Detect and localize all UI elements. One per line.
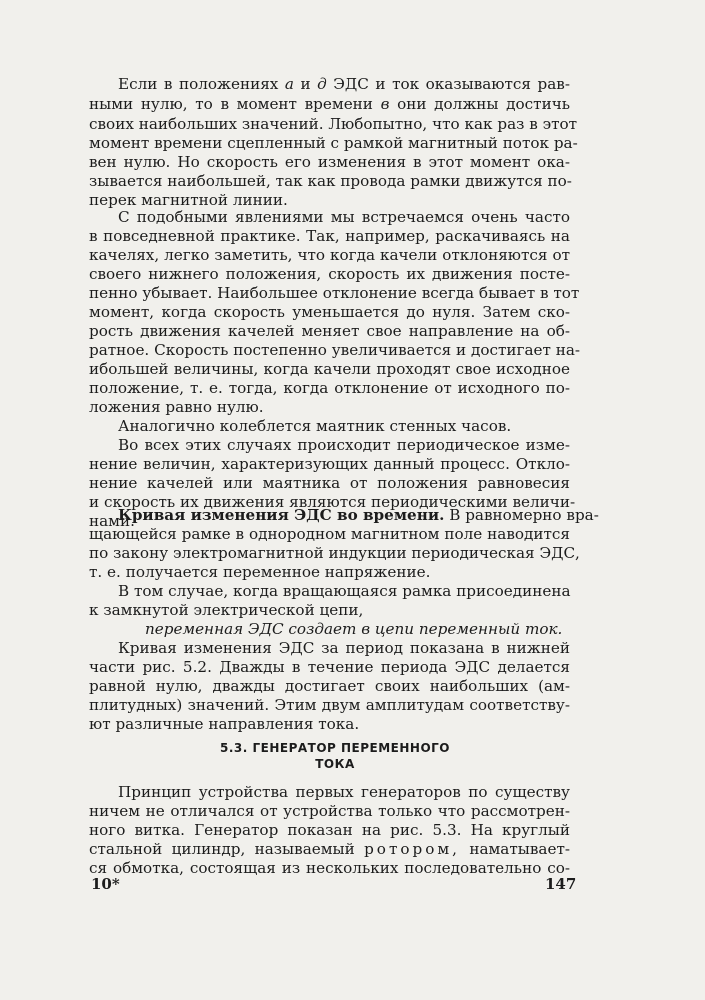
text-line: к замкнутой электрической цепи, xyxy=(89,601,364,619)
text-line: Принцип устройства первых генераторов по существу xyxy=(118,783,570,801)
text-line: по закону электромагнитной индукции периодическая ЭДС, xyxy=(89,544,580,562)
text-line: Во всех этих случаях происходит периодическое изме- xyxy=(118,436,570,454)
text-line: Если в положениях а и д ЭДС и ток оказываются рав- xyxy=(118,75,570,93)
text-line: перек магнитной линии. xyxy=(89,191,288,209)
text-line: Кривая изменения ЭДС во времени. В равномерно вра- xyxy=(118,506,599,524)
text-line: нение величин, характеризующих данный процесс. Откло- xyxy=(89,455,570,473)
text-line: ного витка. Генератор показан на рис. 5.3. На круглый xyxy=(89,821,570,839)
text-line: равной нулю, дважды достигает своих наибольших (ам- xyxy=(89,677,570,695)
italic-statement: переменная ЭДС создает в цепи переменный ток. xyxy=(145,620,563,638)
inline-heading: Кривая изменения ЭДС во времени. xyxy=(118,506,445,524)
text-line: вен нулю. Но скорость его изменения в этот момент ока- xyxy=(89,153,570,171)
text-line: ничем не отличался от устройства только что рассмотрен- xyxy=(89,802,570,820)
section-title: 5.3. ГЕНЕРАТОР ПЕРЕМЕННОГО ТОКА xyxy=(219,741,451,771)
text-line: нение качелей или маятника от положения равновесия xyxy=(89,474,570,492)
spaced-term: ротором, xyxy=(364,840,460,858)
page-number: 147 xyxy=(545,875,577,893)
text-line: нами. xyxy=(89,512,135,530)
text-line: своих наибольших значений. Любопытно, что как раз в этот xyxy=(89,115,578,133)
text-line: в повседневной практике. Так, например, раскачиваясь на xyxy=(89,227,570,245)
text-line: стальной цилиндр, называемый ротором, наматывает- xyxy=(89,840,570,858)
signature-mark: 10* xyxy=(91,875,120,893)
text-line: ибольшей величины, когда качели проходят свое исходное xyxy=(89,360,570,378)
text-line: Кривая изменения ЭДС за период показана в нижней xyxy=(118,639,570,657)
text-line: ложения равно нулю. xyxy=(89,398,264,416)
text-line: ют различные направления тока. xyxy=(89,715,360,733)
text-line: зывается наибольшей, так как провода рамки движутся по- xyxy=(89,172,572,190)
text-line: плитудных) значений. Этим двум амплитудам соответству- xyxy=(89,696,570,714)
text-line: Аналогично колеблется маятник стенных часов. xyxy=(118,417,512,435)
text-line: ся обмотка, состоящая из нескольких последовательно со- xyxy=(89,859,570,877)
text-line: В том случае, когда вращающаяся рамка присоединена xyxy=(118,582,571,600)
text-line: рость движения качелей меняет свое направление на об- xyxy=(89,322,570,340)
text-line: пенно убывает. Наибольшее отклонение всегда бывает в тот xyxy=(89,284,580,302)
text-line: момент времени сцепленный с рамкой магнитный поток ра- xyxy=(89,134,578,152)
text-line: качелях, легко заметить, что когда качели отклоняются от xyxy=(89,246,570,264)
text-line: ными нулю, то в момент времени в они должны достичь xyxy=(89,95,571,113)
text-line: положение, т. е. тогда, когда отклонение от исходного по- xyxy=(89,379,570,397)
text-line: т. е. получается переменное напряжение. xyxy=(89,563,431,581)
text-line: своего нижнего положения, скорость их движения посте- xyxy=(89,265,570,283)
text-line: части рис. 5.2. Дважды в течение периода ЭДС делается xyxy=(89,658,570,676)
text-line: С подобными явлениями мы встречаемся очень часто xyxy=(118,208,570,226)
text-line: и скорость их движения являются периодическими величи- xyxy=(89,493,576,511)
text-line: щающейся рамке в однородном магнитном поле наводится xyxy=(89,525,570,543)
text-line: момент, когда скорость уменьшается до нуля. Затем ско- xyxy=(89,303,570,321)
text-line: ратное. Скорость постепенно увеличивается и достигает на- xyxy=(89,341,581,359)
